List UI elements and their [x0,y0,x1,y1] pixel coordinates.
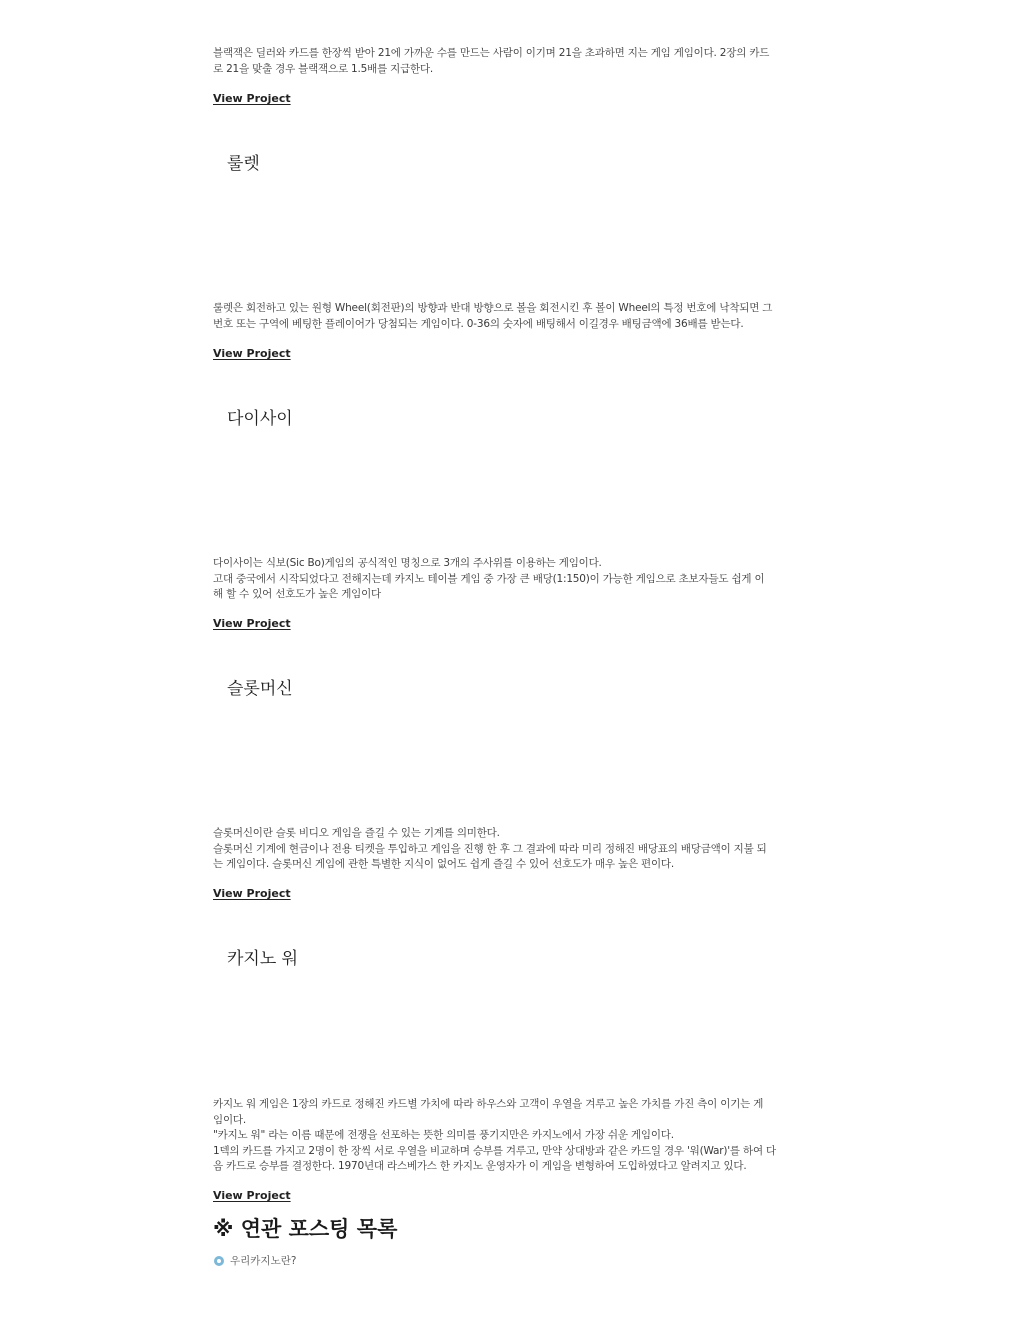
text-line: 블랙잭은 딜러와 카드를 한장씩 받아 21에 가까운 수를 만드는 사람이 이기며 21을 초과하면 지는 게임 게임이다. 2장의 카드 [213,47,770,59]
text-line: 임이다. [213,1113,246,1126]
daisai-view-project-link[interactable]: View Project [213,617,291,630]
text-line: 슬롯머신 기계에 현금이나 전용 티켓을 투입하고 게임을 진행 한 후 그 결과에 따라 미리 정해진 배당표의 배당금액이 지불 되 [213,842,767,855]
slot-description [213,826,813,873]
roulette-title: 룰렛 [227,154,260,174]
casinowar-description [213,1097,813,1175]
text-line: 번호 또는 구역에 베팅한 플레이어가 당첨되는 게임이다. 0-36의 숫자에 배팅해서 이길경우 배팅금액에 36배를 받는다. [213,317,744,330]
slot-title: 슬롯머신 [227,679,293,699]
text-line: 1덱의 카드를 가지고 2명이 한 장씩 서로 우열을 비교하며 승부를 겨루고, 만약 상대방과 같은 카드일 경우 '워(War)'를 하여 다 [213,1144,776,1157]
text-line: 로 21을 맞출 경우 블랙잭으로 1.5배를 지급한다. [213,62,434,75]
blackjack-description [213,46,813,77]
text-line: 카지노 워 게임은 1장의 카드로 정해진 카드별 가치에 따라 하우스와 고객이 우열을 겨루고 높은 가치를 가진 측이 이기는 게 [213,1098,764,1110]
roulette-view-project-link[interactable]: View Project [213,347,291,360]
bullet-circle-icon [214,1256,224,1266]
text-line: 고대 중국에서 시작되었다고 전해지는데 카지노 테이블 게임 중 가장 큰 배당(1:150)이 가능한 게임으로 초보자들도 쉽게 이 [213,572,765,585]
text-line: 다이사이는 식보(Sic Bo)게임의 공식적인 명칭으로 3개의 주사위를 이용하는 게임이다. [213,557,602,569]
text-line: 슬롯머신이란 슬롯 비디오 게임을 즐길 수 있는 기계를 의미한다. [213,827,500,839]
text-line: 룰렛은 회전하고 있는 원형 Wheel(회전판)의 방향과 반대 방향으로 볼을 회전시킨 후 볼이 Wheel의 특정 번호에 낙착되면 그 [213,302,773,314]
casinowar-title: 카지노 워 [227,949,299,969]
slot-view-project-link[interactable]: View Project [213,887,291,900]
related-post-item[interactable] [214,1253,296,1268]
text-line: 음 카드로 승부를 결정한다. 1970년대 라스베가스 한 카지노 운영자가 이 게임을 변형하여 도입하였다고 알려지고 있다. [213,1160,747,1172]
daisai-title: 다이사이 [227,409,293,429]
text-line: 는 게임이다. 슬롯머신 게임에 관한 특별한 지식이 없어도 쉽게 즐길 수 있어 선호도가 매우 높은 편이다. [213,858,675,870]
casinowar-view-project-link[interactable]: View Project [213,1189,291,1202]
text-line: 해 할 수 있어 선호도가 높은 게임이다 [213,588,381,600]
daisai-description [213,556,813,603]
text-line: "카지노 워" 라는 이름 때문에 전쟁을 선포하는 뜻한 의미를 풍기지만은 카지노에서 가장 쉬운 게임이다. [213,1129,674,1141]
related-post-label: 우리카지노란? [230,1255,297,1267]
related-posts-title: ※ 연관 포스팅 목록 [213,1217,398,1241]
roulette-description [213,301,813,332]
blackjack-view-project-link[interactable]: View Project [213,92,291,105]
